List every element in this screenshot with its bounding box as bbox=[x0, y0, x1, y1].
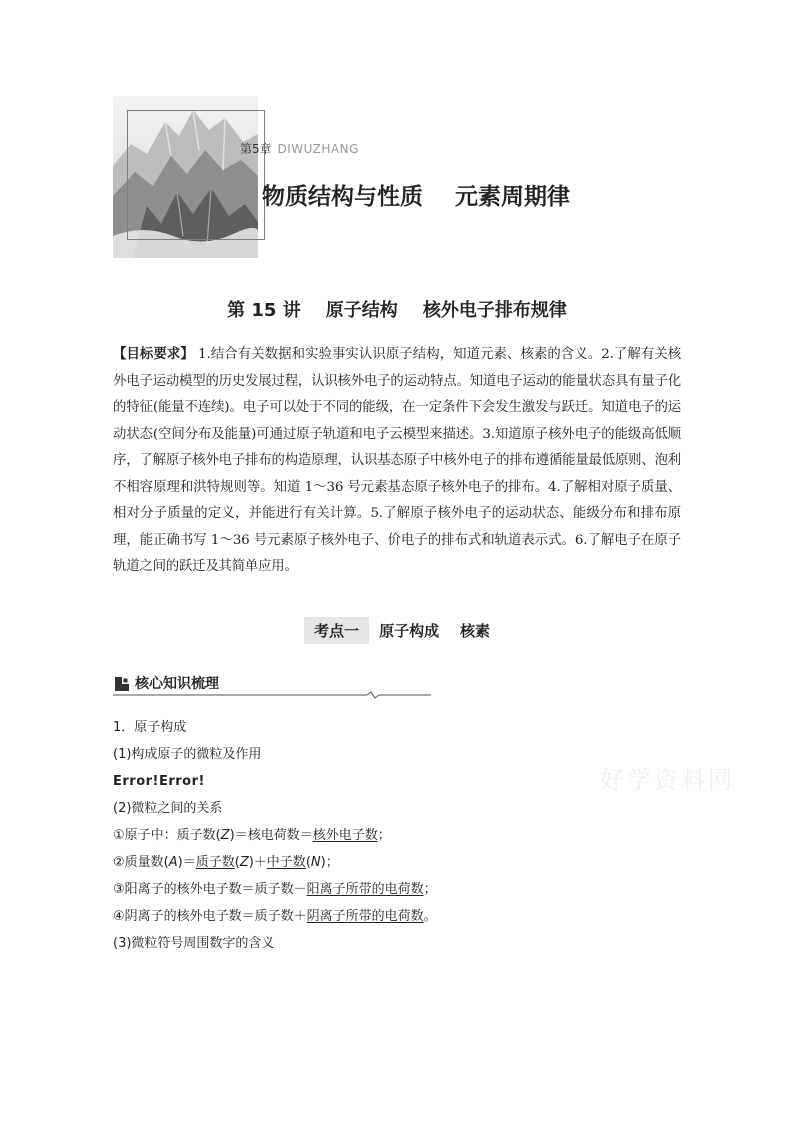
text-part: )＝ bbox=[177, 855, 196, 870]
text-part: ( bbox=[305, 855, 311, 870]
symbol-z: Z bbox=[239, 855, 249, 870]
knowledge-content bbox=[113, 714, 683, 957]
content-line-4: (2)微粒之间的关系 bbox=[113, 801, 223, 816]
kaodian-topic: 原子构成 核素 bbox=[379, 622, 490, 640]
relation-cation bbox=[113, 876, 683, 903]
watermark: 好学资料网 bbox=[600, 766, 735, 794]
text-part: ②质量数( bbox=[113, 855, 169, 870]
text-part: ①原子中：质子数( bbox=[113, 828, 221, 843]
text-part: )＝核电荷数＝ bbox=[229, 828, 313, 843]
answer-blank: 核外电子数 bbox=[312, 828, 378, 843]
relation-mass-number bbox=[113, 849, 683, 876]
kaodian-badge: 考点一 bbox=[304, 617, 369, 644]
content-line-9: (3)微粒符号周围数字的含义 bbox=[113, 936, 275, 951]
answer-blank: 质子数 bbox=[195, 855, 235, 870]
chapter-title: 物质结构与性质 元素周期律 bbox=[262, 184, 571, 210]
answer-blank: 中子数 bbox=[266, 855, 306, 870]
chapter-pinyin: DIWUZHANG bbox=[277, 142, 359, 156]
symbol-a: A bbox=[168, 855, 178, 870]
text-part: ； bbox=[377, 828, 391, 843]
chapter-number: 第5章 bbox=[240, 142, 272, 156]
symbol-n: N bbox=[310, 855, 321, 870]
text-part: ③阳离子的核外电子数＝质子数－ bbox=[113, 882, 307, 897]
text-part: ④阴离子的核外电子数＝质子数＋ bbox=[113, 909, 307, 924]
objectives-label: 【目标要求】 bbox=[113, 346, 194, 362]
answer-blank: 阴离子所带的电荷数 bbox=[306, 909, 424, 924]
content-line-1: 1．原子构成 bbox=[113, 720, 187, 735]
banner-frame bbox=[127, 110, 265, 240]
objectives-text: 1.结合有关数据和实验事实认识原子结构，知道元素、核素的含义。2.了解有关核外电子运动模型的历史发展过程，认识核外电子的运动特点。知道电子运动的能量状态具有量子化的特征(能量不连续)。电子可以处于不同的能级，在一定条件下会发生激发与跃迁。知道电子的运动状态(空间分布及能量)可通过原子轨道和电子云模型来描述。3.知道原子核外电子的能级高低顺序，了解原子核外电子排布的构造原理，认识基态原子中核外电子的排布遵循能量最低原则、泡利不相容原理和洪特规则等。知道 1～36 号元素基态原子核外电子的排布。4.了解相对原子质量、相对分子质量的定义，并能进行有关计算。5.了解原子核外电子的运动状态、能级分布和排布原理，能正确书写 1～36 号元素原子核外电子、价电子的排布式和轨道表示式。6.了解电子在原子轨道之间的跃迁及其简单应用。 bbox=[113, 347, 681, 574]
text-part: )； bbox=[320, 855, 339, 870]
text-part: ； bbox=[423, 882, 437, 897]
section-title: 核心知识梳理 bbox=[135, 676, 219, 692]
chapter-label bbox=[240, 140, 359, 157]
section-square-icon bbox=[115, 677, 129, 691]
chapter-banner bbox=[113, 96, 258, 258]
text-part: 。 bbox=[423, 909, 437, 924]
relation-anion bbox=[113, 903, 683, 930]
text-part: ( bbox=[234, 855, 240, 870]
objectives-paragraph bbox=[113, 341, 681, 581]
section-divider bbox=[113, 691, 433, 699]
symbol-z: Z bbox=[220, 828, 230, 843]
content-line-2: (1)构成原子的微粒及作用 bbox=[113, 747, 262, 762]
section-header bbox=[113, 673, 433, 699]
text-part: )＋ bbox=[248, 855, 267, 870]
lecture-title: 第 15 讲 原子结构 核外电子排布规律 bbox=[227, 300, 567, 321]
kaodian-heading bbox=[0, 617, 794, 644]
relation-atom bbox=[113, 822, 683, 849]
error-text: Error!Error! bbox=[113, 774, 205, 789]
answer-blank: 阳离子所带的电荷数 bbox=[306, 882, 424, 897]
